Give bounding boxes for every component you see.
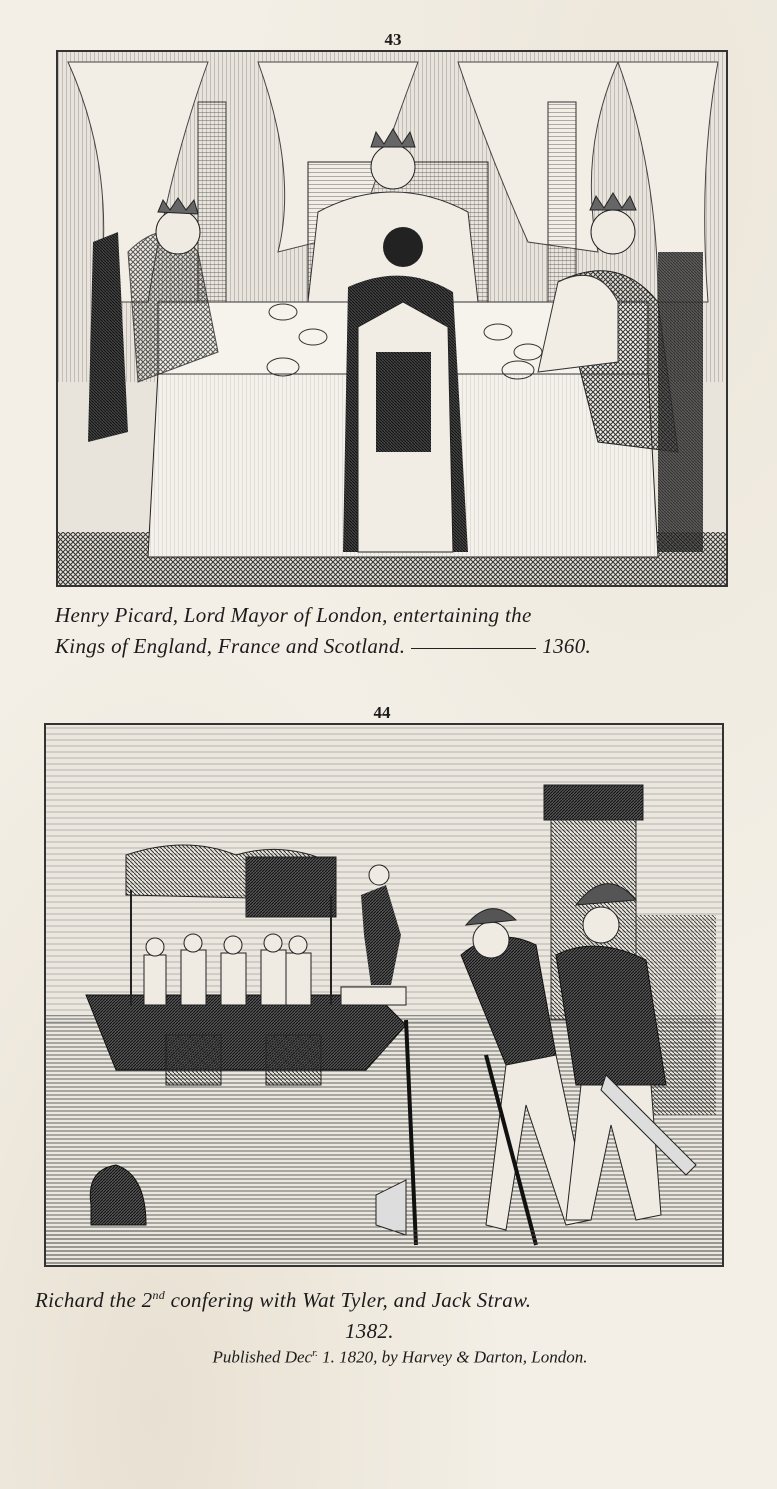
imprint-text-a: Published Dec xyxy=(212,1347,313,1367)
plate-44-caption xyxy=(35,1280,755,1347)
plate-43-caption-text: Kings of England, France and Scotland. xyxy=(55,634,406,658)
banquet-illustration xyxy=(58,52,726,585)
imprint-text-b: 1. 1820, by Harvey & Darton, London. xyxy=(317,1347,588,1367)
plate-number-44: 44 xyxy=(373,703,391,722)
plate-43-caption-line-1: Henry Picard, Lord Mayor of London, entertaining the xyxy=(55,603,532,627)
plate-44-caption-superscript: nd xyxy=(152,1288,166,1302)
plate-43-caption xyxy=(55,600,735,662)
imprint-superscript: r. xyxy=(312,1347,318,1359)
plate-44-year: 1382. xyxy=(345,1319,394,1343)
publication-imprint xyxy=(100,1347,700,1368)
plate-44-engraving xyxy=(44,723,724,1267)
plate-43-caption-line-2 xyxy=(55,631,735,662)
caption-rule xyxy=(411,648,536,649)
plate-43-engraving xyxy=(56,50,728,587)
river-meeting-illustration xyxy=(46,725,722,1265)
plate-44-caption-line-1 xyxy=(35,1280,755,1316)
plate-number-43: 43 xyxy=(384,30,402,49)
plate-44-caption-text-a: Richard the 2 xyxy=(35,1288,153,1312)
plate-43-year: 1360. xyxy=(542,634,592,658)
plate-44-caption-text-b: confering with Wat Tyler, and Jack Straw. xyxy=(165,1288,532,1312)
